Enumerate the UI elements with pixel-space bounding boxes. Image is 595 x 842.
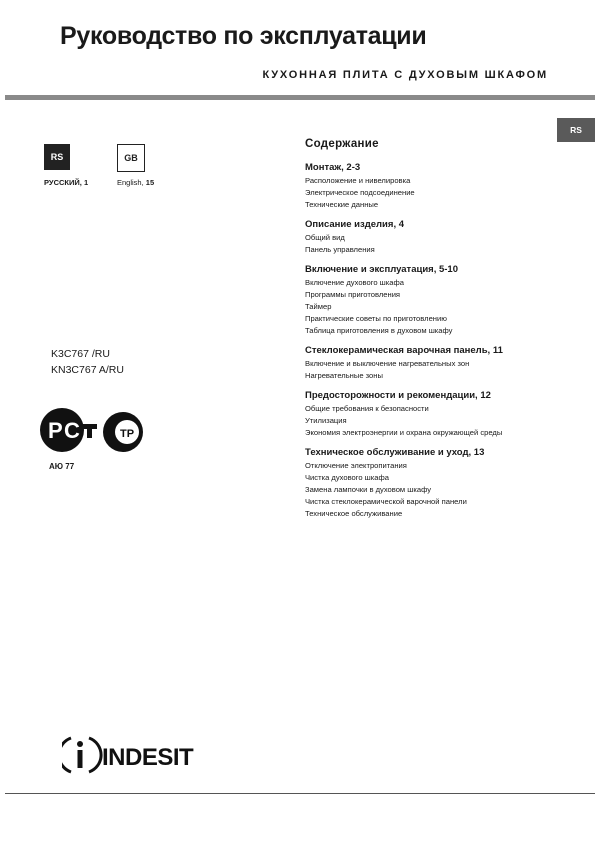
- certification-code: АЮ 77: [49, 462, 75, 471]
- toc-section-installation: [305, 162, 545, 211]
- toc-section-operation: [305, 264, 545, 337]
- toc-item: Экономия электроэнергии и охрана окружающей среды: [305, 428, 503, 437]
- svg-text:С: С: [64, 418, 80, 443]
- toc-item: Программы приготовления: [305, 290, 401, 299]
- toc-section-title: Техническое обслуживание и уход, 13: [305, 447, 485, 458]
- toc-item: Таблица приготовления в духовом шкафу: [305, 326, 453, 335]
- toc-section-title: Монтаж, 2-3: [305, 162, 361, 173]
- toc-section-hob: [305, 345, 545, 382]
- table-of-contents: [305, 138, 545, 528]
- brand-name: INDESIT: [102, 744, 194, 771]
- toc-item: Нагревательные зоны: [305, 371, 383, 380]
- toc-item: Панель управления: [305, 245, 375, 254]
- toc-item: Включение духового шкафа: [305, 278, 404, 287]
- language-page: 1: [83, 178, 89, 187]
- toc-section-title: Описание изделия, 4: [305, 219, 405, 230]
- toc-section-maintenance: [305, 447, 545, 520]
- language-label-rs: [44, 178, 88, 187]
- toc-section-title: Предосторожности и рекомендации, 12: [305, 390, 491, 401]
- toc-item: Чистка духового шкафа: [305, 473, 389, 482]
- toc-item: Электрическое подсоединение: [305, 188, 415, 197]
- language-page: 15: [145, 178, 155, 187]
- toc-item: Включение и выключение нагревательных зон: [305, 359, 470, 368]
- indesit-logo: [62, 733, 212, 777]
- toc-section-precautions: [305, 390, 545, 439]
- toc-section-title: Включение и эксплуатация, 5-10: [305, 264, 458, 275]
- toc-item: Практические советы по приготовлению: [305, 314, 447, 323]
- rst-mark-icon: [40, 408, 97, 452]
- document-title: Руководство по эксплуатации: [60, 22, 427, 50]
- language-label-gb: [117, 178, 154, 187]
- svg-text:Р: Р: [48, 418, 63, 443]
- model-number: K3C767 /RU: [51, 348, 110, 360]
- language-badge-gb: GB: [117, 144, 145, 172]
- ctp-mark-icon: [103, 412, 143, 452]
- toc-item: Технические данные: [305, 200, 379, 209]
- toc-item: Техническое обслуживание: [305, 509, 403, 518]
- toc-item: Чистка стеклокерамической варочной панели: [305, 497, 467, 506]
- model-number: KN3C767 A/RU: [51, 364, 124, 376]
- top-divider: [5, 95, 595, 100]
- toc-item: Расположение и нивелировка: [305, 176, 411, 185]
- language-badge-rs: RS: [44, 144, 70, 170]
- indesit-logo-icon: [62, 738, 101, 772]
- bottom-divider: [5, 793, 595, 794]
- toc-section-description: [305, 219, 545, 256]
- language-side-tab: RS: [557, 118, 595, 142]
- toc-item: Отключение электропитания: [305, 461, 407, 470]
- svg-text:ТР: ТР: [120, 428, 135, 440]
- document-subtitle: КУХОННАЯ ПЛИТА С ДУХОВЫМ ШКАФОМ: [262, 69, 548, 81]
- language-name: English,: [117, 178, 144, 187]
- toc-item: Утилизация: [305, 416, 347, 425]
- certification-marks-icon: [35, 404, 153, 460]
- toc-item: Общий вид: [305, 233, 345, 242]
- language-name: РУССКИЙ,: [44, 178, 82, 187]
- toc-item: Общие требования к безопасности: [305, 404, 429, 413]
- toc-heading: Содержание: [305, 138, 379, 150]
- toc-item: Таймер: [305, 302, 332, 311]
- toc-section-title: Стеклокерамическая варочная панель, 11: [305, 345, 503, 356]
- toc-item: Замена лампочки в духовом шкафу: [305, 485, 432, 494]
